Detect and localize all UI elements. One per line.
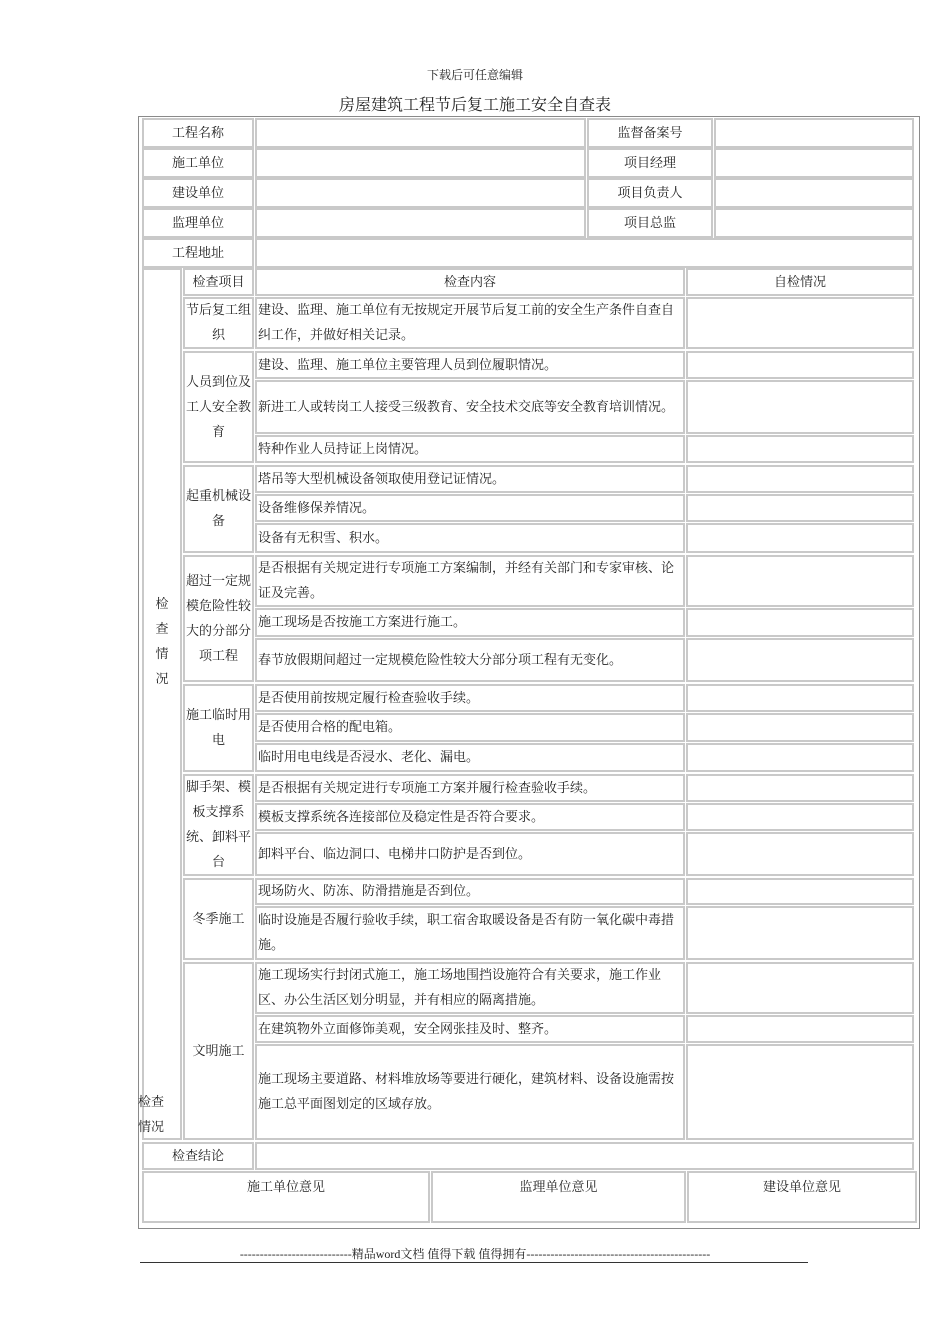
self-check-field[interactable] xyxy=(686,297,914,349)
side-label-char: 检 xyxy=(155,597,169,612)
side-label-char: 查 xyxy=(155,622,169,637)
page-title: 房屋建筑工程节后复工施工安全自查表 xyxy=(338,95,611,114)
header-self-check: 自检情况 xyxy=(686,268,914,296)
opinion-label: 施工单位意见 xyxy=(246,1180,325,1195)
footer-note: ----------------------------精品word文档 值得下载 值得拥有---------------------------------------------- xyxy=(239,1247,711,1261)
field-conclusion[interactable] xyxy=(255,1142,914,1170)
self-check-field[interactable] xyxy=(686,435,914,463)
self-check-field[interactable] xyxy=(686,803,914,831)
label-supervision-no: 监督备案号 xyxy=(587,118,713,148)
self-check-field[interactable] xyxy=(686,832,914,876)
footer-divider xyxy=(140,1262,808,1263)
check-content: 设备维修保养情况。 xyxy=(255,494,685,522)
section-name: 起重机械设备 xyxy=(183,465,254,553)
header-item: 检查项目 xyxy=(183,268,254,296)
label-supervisor-unit: 监理单位 xyxy=(142,208,254,238)
side-label-bottom: 情况 xyxy=(138,1120,165,1135)
label-conclusion: 检查结论 xyxy=(142,1142,254,1170)
check-content: 是否使用合格的配电箱。 xyxy=(255,713,685,742)
self-check-field[interactable] xyxy=(686,962,914,1014)
self-check-field[interactable] xyxy=(686,774,914,802)
field-chief-supervisor[interactable] xyxy=(714,208,914,238)
label-construction-unit: 施工单位 xyxy=(142,148,254,178)
self-check-field[interactable] xyxy=(686,494,914,522)
self-check-field[interactable] xyxy=(686,638,914,682)
check-content: 建设、监理、施工单位主要管理人员到位履职情况。 xyxy=(255,351,685,379)
check-content: 是否使用前按规定履行检查验收手续。 xyxy=(255,684,685,712)
field-supervisor-unit[interactable] xyxy=(255,208,586,238)
check-content: 施工现场实行封闭式施工，施工场地围挡设施符合有关要求，施工作业区、办公生活区划分明显，并有相应的隔离措施。 xyxy=(255,962,685,1014)
check-content: 临时用电电线是否浸水、老化、漏电。 xyxy=(255,743,685,772)
top-note: 下载后可任意编辑 xyxy=(426,68,523,82)
label-developer-unit: 建设单位 xyxy=(142,178,254,208)
check-content: 在建筑物外立面修饰美观，安全网张挂及时、整齐。 xyxy=(255,1015,685,1043)
section-name: 超过一定规模危险性较大的分部分项工程 xyxy=(183,555,254,682)
self-check-field[interactable] xyxy=(686,380,914,434)
check-content: 是否根据有关规定进行专项施工方案编制，并经有关部门和专家审核、论证及完善。 xyxy=(255,555,685,607)
self-check-field[interactable] xyxy=(686,1015,914,1043)
check-content: 现场防火、防冻、防滑措施是否到位。 xyxy=(255,878,685,905)
check-content: 临时设施是否履行验收手续，职工宿舍取暖设备是否有防一氧化碳中毒措施。 xyxy=(255,906,685,960)
header-content: 检查内容 xyxy=(255,268,685,296)
self-check-field[interactable] xyxy=(686,684,914,712)
check-content: 特种作业人员持证上岗情况。 xyxy=(255,435,685,463)
self-check-field[interactable] xyxy=(686,1044,914,1140)
check-content: 施工现场是否按施工方案进行施工。 xyxy=(255,608,685,637)
check-content: 新进工人或转岗工人接受三级教育、安全技术交底等安全教育培训情况。 xyxy=(255,380,685,434)
label-chief-supervisor: 项目总监 xyxy=(587,208,713,238)
section-name: 节后复工组织 xyxy=(183,297,254,349)
side-label-bottom: 检查 xyxy=(138,1095,165,1110)
label-project-name: 工程名称 xyxy=(142,118,254,148)
field-project-address[interactable] xyxy=(255,238,914,268)
section-name: 脚手架、模板支撑系统、卸料平台 xyxy=(183,774,254,876)
side-label-char: 情 xyxy=(155,647,169,662)
self-check-field[interactable] xyxy=(686,523,914,553)
field-project-name[interactable] xyxy=(255,118,586,148)
section-name: 文明施工 xyxy=(183,962,254,1140)
label-project-principal: 项目负责人 xyxy=(587,178,713,208)
opinion-label: 监理单位意见 xyxy=(519,1180,598,1195)
field-construction-unit[interactable] xyxy=(255,148,586,178)
check-content: 设备有无积雪、积水。 xyxy=(255,523,685,553)
check-content: 卸料平台、临边洞口、电梯井口防护是否到位。 xyxy=(255,832,685,876)
check-content: 建设、监理、施工单位有无按规定开展节后复工前的安全生产条件自查自纠工作，并做好相关记录。 xyxy=(255,297,685,349)
self-check-field[interactable] xyxy=(686,743,914,772)
field-project-manager[interactable] xyxy=(714,148,914,178)
section-name: 人员到位及工人安全教育 xyxy=(183,351,254,463)
self-check-field[interactable] xyxy=(686,878,914,905)
field-project-principal[interactable] xyxy=(714,178,914,208)
check-content: 施工现场主要道路、材料堆放场等要进行硬化，建筑材料、设备设施需按施工总平面图划定的区域存放。 xyxy=(255,1044,685,1140)
opinion-supervisor[interactable] xyxy=(431,1171,686,1223)
self-check-field[interactable] xyxy=(686,713,914,742)
self-check-field[interactable] xyxy=(686,555,914,607)
opinion-developer[interactable] xyxy=(687,1171,917,1223)
check-content: 模板支撑系统各连接部位及稳定性是否符合要求。 xyxy=(255,803,685,831)
self-check-field[interactable] xyxy=(686,465,914,493)
field-supervision-no[interactable] xyxy=(714,118,914,148)
side-label-column xyxy=(142,268,182,1140)
side-label-char: 况 xyxy=(155,672,169,687)
section-name: 冬季施工 xyxy=(183,878,254,960)
opinion-construction[interactable] xyxy=(142,1171,430,1223)
check-content: 春节放假期间超过一定规模危险性较大分部分项工程有无变化。 xyxy=(255,638,685,682)
check-content: 是否根据有关规定进行专项施工方案并履行检查验收手续。 xyxy=(255,774,685,802)
self-check-field[interactable] xyxy=(686,608,914,637)
section-name: 施工临时用电 xyxy=(183,684,254,772)
self-check-field[interactable] xyxy=(686,351,914,379)
opinion-label: 建设单位意见 xyxy=(762,1180,841,1195)
self-check-field[interactable] xyxy=(686,906,914,960)
field-developer-unit[interactable] xyxy=(255,178,586,208)
label-project-address: 工程地址 xyxy=(142,238,254,268)
label-project-manager: 项目经理 xyxy=(587,148,713,178)
check-content: 塔吊等大型机械设备领取使用登记证情况。 xyxy=(255,465,685,493)
